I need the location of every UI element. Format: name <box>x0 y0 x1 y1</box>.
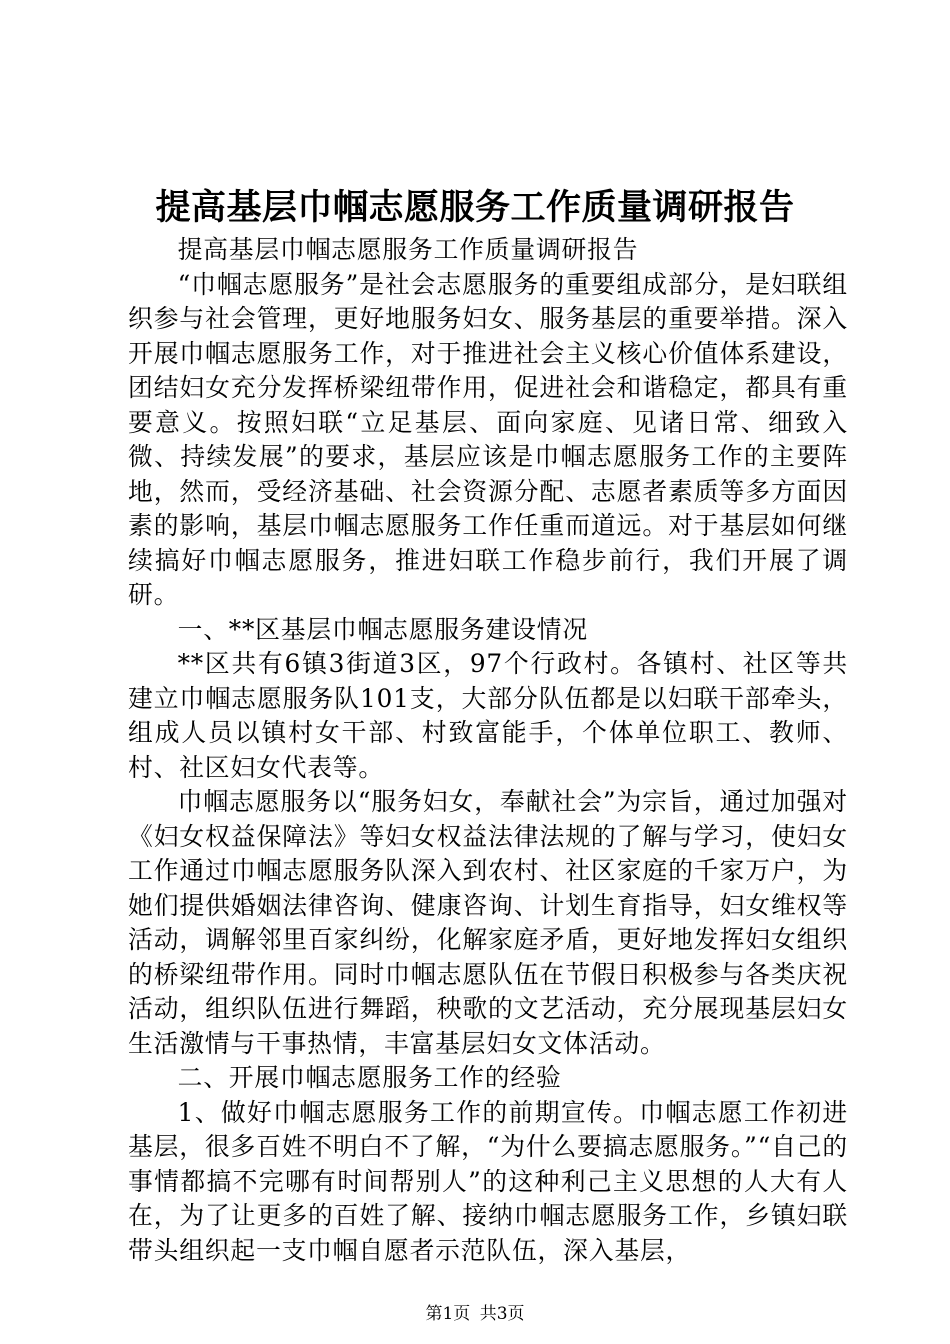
section-heading-1: 一、**区基层巾帼志愿服务建设情况 <box>177 614 588 644</box>
section-heading-2: 二、开展巾帼志愿服务工作的经验 <box>177 1063 562 1092</box>
paragraph-subtitle: 提高基层巾帼志愿服务工作质量调研报告 <box>177 235 639 264</box>
page-number: 第1页 <box>425 1304 471 1324</box>
paragraph-intro: “巾帼志愿服务”是社会志愿服务的重要组成部分，是妇联组织参与社会管理，更好地服务妇女、服务基层的重要举措。深入开展巾帼志愿服务工作，对于推进社会主义核心价值体系建设，团结妇女充分发挥桥梁纽带作用，促进社会和谐稳定，都具有重要意义。按照妇联“立足基层、面向家庭、见诸日常、细致入微、持续发展”的要求，基层应该是巾帼志愿服务工作的主要阵地，然而，受经济基础、社会资源分配、志愿者素质等多方面因素的影响，基层巾帼志愿服务工作任重而道远。对于基层如何继续搞好巾帼志愿服务，推进妇联工作稳步前行，我们开展了调研。 <box>128 269 848 609</box>
page-total: 共3页 <box>479 1304 525 1324</box>
document-title: 提高基层巾帼志愿服务工作质量调研报告 <box>155 187 795 228</box>
paragraph-experience-1: 1、做好巾帼志愿服务工作的前期宣传。巾帼志愿工作初进基层，很多百姓不明白不了解，“为什么要搞志愿服务。”“自己的事情都搞不完哪有时间帮别人”的这种利己主义思想的人大有人在，为了让更多的百姓了解、接纳巾帼志愿服务工作，乡镇妇联带头组织起一支巾帼自愿者示范队伍，深入基层， <box>128 1097 848 1265</box>
paragraph-district-overview: **区共有6镇3街道3区，97个行政村。各镇村、社区等共建立巾帼志愿服务队101支，大部分队伍都是以妇联干部牵头，组成人员以镇村女干部、村致富能手，个体单位职工、教师、村、社区妇女代表等。 <box>128 649 848 782</box>
paragraph-service-purpose: 巾帼志愿服务以“服务妇女，奉献社会”为宗旨，通过加强对《妇女权益保障法》等妇女权益法律法规的了解与学习，使妇女工作通过巾帼志愿服务队深入到农村、社区家庭的千家万户，为她们提供婚姻法律咨询、健康咨询、计划生育指导，妇女维权等活动，调解邻里百家纠纷，化解家庭矛盾，更好地发挥妇女组织的桥梁纽带作用。同时巾帼志愿队伍在节假日积极参与各类庆祝活动，组织队伍进行舞蹈，秧歌的文艺活动，充分展现基层妇女生活激情与干事热情，丰富基层妇女文体活动。 <box>128 787 848 1058</box>
document-body <box>128 233 848 1268</box>
page-footer <box>0 1302 950 1326</box>
